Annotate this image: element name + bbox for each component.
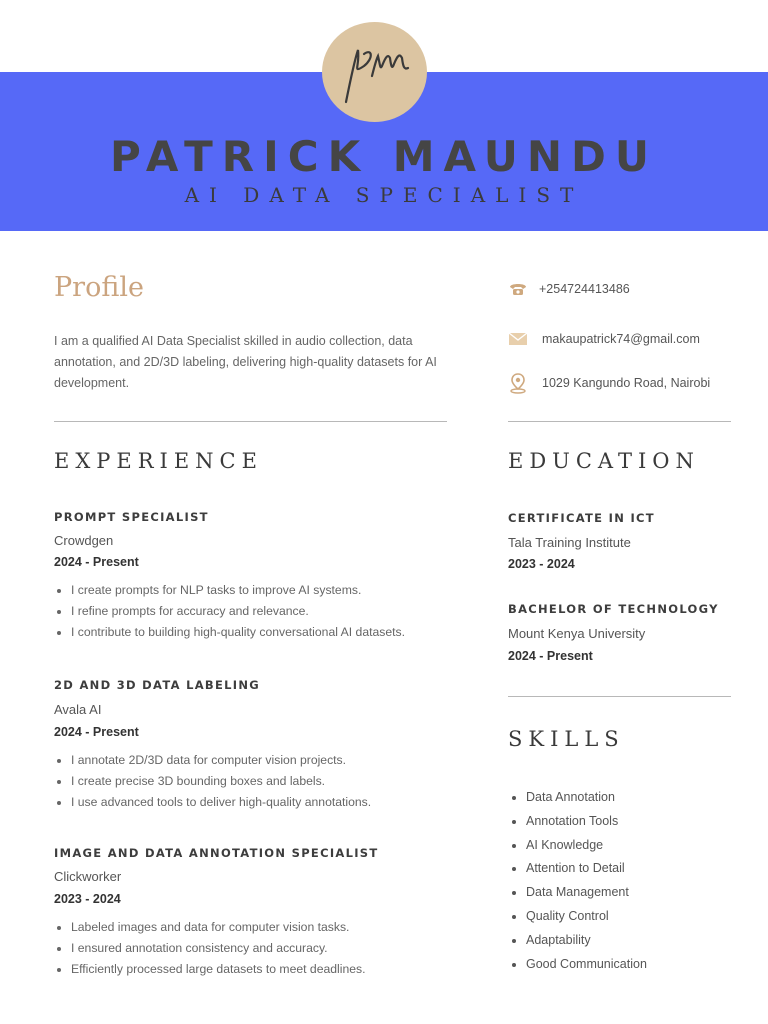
list-item: • Efficiently processed large datasets to meet deadlines.	[71, 959, 365, 980]
profile-heading: Profile	[54, 272, 144, 303]
contact-email	[508, 329, 700, 349]
list-item: • Labeled images and data for computer vision tasks.	[71, 917, 365, 938]
contact-address	[508, 373, 710, 393]
job-bullets	[54, 580, 405, 643]
divider	[54, 421, 447, 422]
skill-item: • Good Communication	[526, 953, 647, 977]
contact-phone	[508, 279, 630, 299]
skill-item: • Quality Control	[526, 905, 647, 929]
contact-email-text: makaupatrick74@gmail.com	[542, 332, 700, 346]
company-name: Avala AI	[54, 702, 102, 717]
divider	[508, 696, 731, 697]
school-name: Mount Kenya University	[508, 626, 646, 641]
location-pin-icon	[508, 373, 528, 393]
job-dates: 2024 - Present	[54, 725, 139, 739]
skill-item: • Data Annotation	[526, 786, 647, 810]
job-title: PROMPT SPECIALIST	[54, 510, 209, 524]
list-item: • I ensured annotation consistency and accuracy.	[71, 938, 365, 959]
email-icon	[508, 329, 528, 349]
skill-item: • Data Management	[526, 881, 647, 905]
job-title-subtitle: AI DATA SPECIALIST	[184, 183, 584, 207]
job-title: 2D AND 3D DATA LABELING	[54, 678, 261, 692]
list-item: • I create prompts for NLP tasks to improve AI systems.	[71, 580, 405, 601]
job-dates: 2024 - Present	[54, 555, 139, 569]
skill-item: • Adaptability	[526, 929, 647, 953]
monogram-script	[336, 36, 414, 108]
school-name: Tala Training Institute	[508, 535, 631, 550]
degree-title: BACHELOR OF TECHNOLOGY	[508, 602, 719, 616]
list-item: • I contribute to building high-quality conversational AI datasets.	[71, 622, 405, 643]
job-bullets	[54, 917, 365, 980]
skills-list	[509, 786, 647, 976]
list-item: • I annotate 2D/3D data for computer vision projects.	[71, 750, 371, 771]
experience-heading: EXPERIENCE	[54, 449, 263, 473]
monogram-logo	[322, 22, 427, 122]
divider	[508, 421, 731, 422]
phone-icon	[508, 279, 528, 299]
job-dates: 2023 - 2024	[54, 892, 121, 906]
skill-item: • Attention to Detail	[526, 857, 647, 881]
skill-item: • Annotation Tools	[526, 810, 647, 834]
profile-summary: I am a qualified AI Data Specialist skilled in audio collection, data annotation, and 2D/3D labeling, delivering high-quality datasets for AI development.	[54, 334, 437, 390]
education-dates: 2023 - 2024	[508, 557, 575, 571]
list-item: • I use advanced tools to deliver high-quality annotations.	[71, 792, 371, 813]
education-heading: EDUCATION	[508, 449, 700, 473]
job-title: IMAGE AND DATA ANNOTATION SPECIALIST	[54, 846, 379, 860]
degree-title: CERTIFICATE IN ICT	[508, 511, 655, 525]
skills-heading: SKILLS	[508, 727, 625, 751]
job-bullets	[54, 750, 371, 813]
person-name: PATRICK MAUNDU	[109, 132, 658, 181]
company-name: Clickworker	[54, 869, 122, 884]
contact-phone-text: +254724413486	[539, 282, 630, 296]
list-item: • I refine prompts for accuracy and relevance.	[71, 601, 405, 622]
contact-address-text: 1029 Kangundo Road, Nairobi	[542, 376, 711, 390]
education-dates: 2024 - Present	[508, 649, 593, 663]
company-name: Crowdgen	[54, 533, 114, 548]
skill-item: • AI Knowledge	[526, 834, 647, 858]
list-item: • I create precise 3D bounding boxes and labels.	[71, 771, 371, 792]
